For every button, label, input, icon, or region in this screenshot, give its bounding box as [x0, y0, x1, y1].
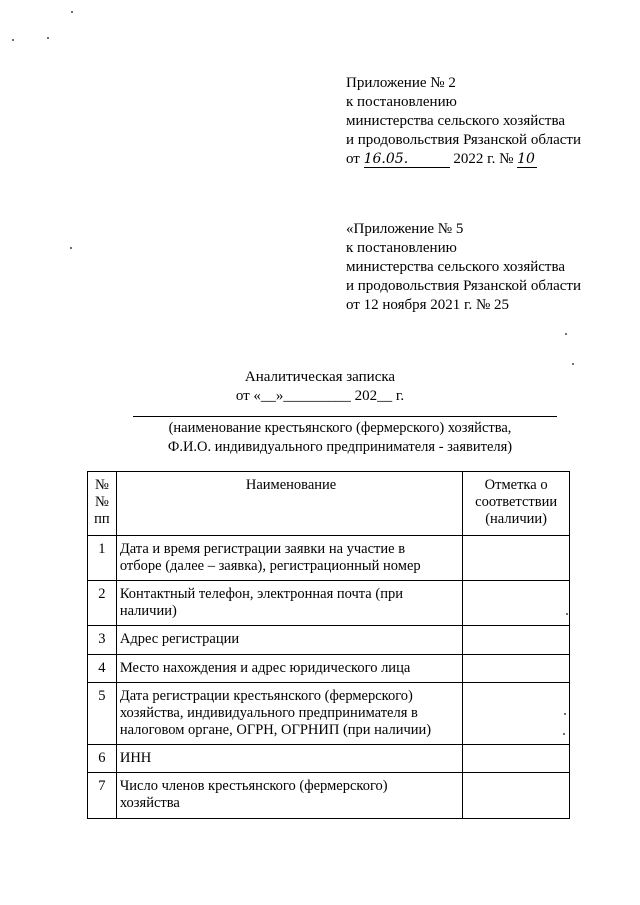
handwritten-date: 16.05.: [364, 152, 450, 168]
appendix-5-line: и продовольствия Рязанской области: [346, 278, 581, 294]
row-number: 3: [88, 626, 117, 655]
scan-speck: [572, 363, 574, 365]
year-text: 2022 г. №: [453, 151, 514, 167]
row-mark-cell[interactable]: [463, 536, 570, 581]
table-row: [88, 683, 570, 745]
name-underline: [133, 416, 557, 417]
row-number: 6: [88, 745, 117, 773]
appendix-2-line: к постановлению: [346, 94, 457, 110]
scan-speck: [565, 333, 567, 335]
row-mark-cell[interactable]: [463, 581, 570, 626]
name-caption: (наименование крестьянского (фермерского) хозяйства,: [168, 420, 512, 436]
table-row: [88, 581, 570, 626]
row-number: 7: [88, 773, 117, 819]
appendix-5-line: от 12 ноября 2021 г. № 25: [346, 297, 510, 313]
appendix-5-line: министерства сельского хозяйства: [346, 259, 566, 275]
analytics-table: [87, 471, 570, 819]
scan-speck: [47, 37, 49, 39]
table-row: [88, 536, 570, 581]
appendix-5-line: к постановлению: [346, 240, 457, 256]
header-mark: Отметка о соответствии (наличии): [463, 472, 570, 536]
row-number: 5: [88, 683, 117, 745]
appendix-2-line: министерства сельского хозяйства: [346, 113, 566, 129]
row-mark-cell[interactable]: [463, 773, 570, 819]
table-row: [88, 655, 570, 683]
appendix-2-line: и продовольствия Рязанской области: [346, 132, 581, 148]
table-row: [88, 745, 570, 773]
row-number: 4: [88, 655, 117, 683]
row-mark-cell[interactable]: [463, 655, 570, 683]
scan-speck: [70, 247, 72, 249]
table-header-row: [88, 472, 570, 536]
appendix-2-title: Приложение № 2: [346, 75, 456, 91]
row-mark-cell[interactable]: [463, 683, 570, 745]
date-prefix: от: [346, 151, 360, 167]
scan-speck: [71, 11, 73, 13]
appendix-5-title: «Приложение № 5: [346, 221, 464, 237]
row-mark-cell[interactable]: [463, 626, 570, 655]
header-number: № № пп: [88, 472, 117, 536]
row-name: Место нахождения и адрес юридического лица: [116, 655, 462, 683]
appendix-2-header: [346, 74, 581, 169]
handwritten-number: 10: [517, 152, 537, 168]
row-name: ИНН: [116, 745, 462, 773]
note-title: Аналитическая записка: [244, 369, 396, 385]
header-name: Наименование: [116, 472, 462, 536]
row-number: 2: [88, 581, 117, 626]
row-name: Контактный телефон, электронная почта (при наличии): [116, 581, 462, 626]
appendix-2-date-line: [346, 150, 581, 169]
row-number: 1: [88, 536, 117, 581]
row-name: Дата регистрации крестьянского (фермерского) хозяйства, индивидуального предпринимателя в налоговом органе, ОГРН, ОГРНИП (при наличии): [116, 683, 462, 745]
table-row: [88, 773, 570, 819]
table-row: [88, 626, 570, 655]
appendix-5-header: [346, 220, 581, 315]
row-name: Адрес регистрации: [116, 626, 462, 655]
row-name: Дата и время регистрации заявки на участие в отборе (далее – заявка), регистрационный номер: [116, 536, 462, 581]
scan-speck: [12, 39, 14, 41]
row-name: Число членов крестьянского (фермерского) хозяйства: [116, 773, 462, 819]
row-mark-cell[interactable]: [463, 745, 570, 773]
name-caption: Ф.И.О. индивидуального предпринимателя - заявителя): [167, 439, 513, 455]
note-date-line: от «__»_________ 202__ г.: [235, 388, 405, 404]
